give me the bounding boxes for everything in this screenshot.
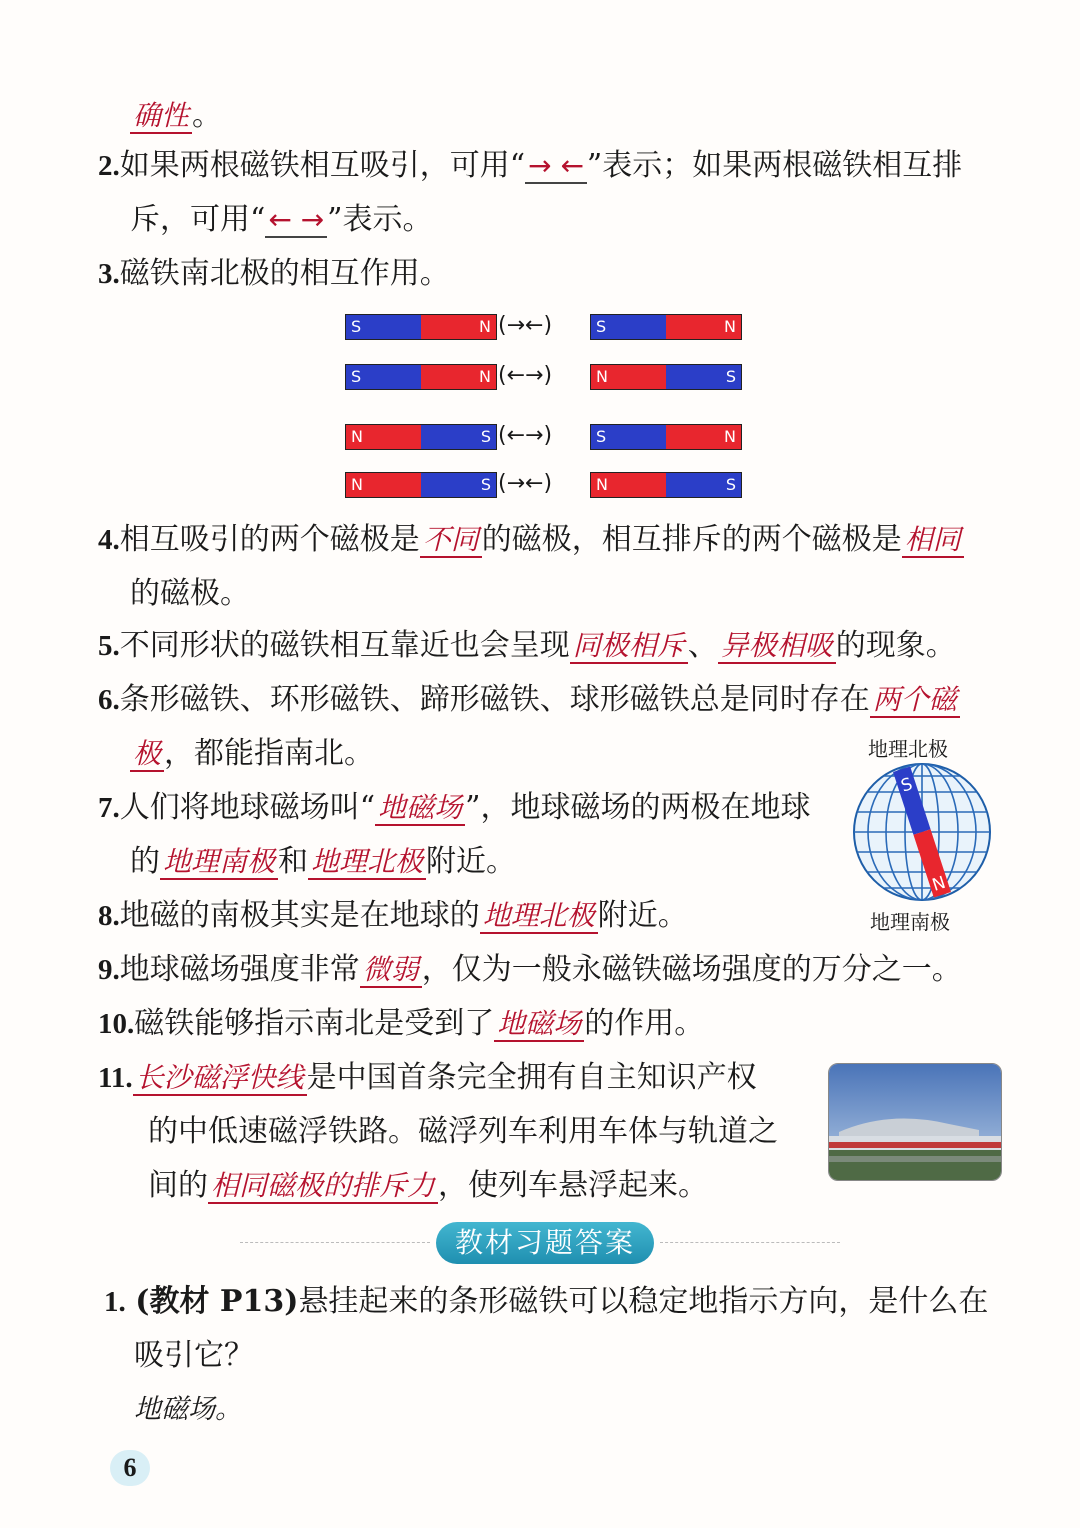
page-number: 6 [110, 1450, 150, 1486]
answer-text: 极 [130, 737, 164, 772]
answer-text: 地理南极 [160, 845, 278, 880]
interaction-arrows: (→←) [498, 313, 553, 338]
magnet-bar: N S [590, 364, 742, 390]
item-7-line-1: 7.人们将地球磁场叫“ 地磁场 ”，地球磁场的两极在地球 [98, 790, 811, 825]
geographic-south-label: 地理南极 [870, 910, 950, 934]
item-8-line: 8.地磁的南极其实是在地球的 地理北极 附近。 [98, 898, 688, 933]
item-11-line-1: 11. 长沙磁浮快线 是中国首条完全拥有自主知识产权 [98, 1060, 757, 1095]
interaction-arrows: (←→) [498, 363, 553, 388]
magnet-bar: S N [345, 314, 497, 340]
north-pole-marker: N [929, 872, 949, 896]
item-2-line-1: 2.如果两根磁铁相互吸引，可用“ → ← ”表示；如果两根磁铁相互排 [98, 148, 963, 183]
item-6-line-1: 6.条形磁铁、环形磁铁、蹄形磁铁、球形磁铁总是同时存在 两个磁 [98, 680, 960, 720]
magnet-bar: S N [590, 424, 742, 450]
item-11-line-2: 的中低速磁浮铁路。磁浮列车利用车体与轨道之 [148, 1114, 778, 1149]
geographic-north-label: 地理北极 [868, 737, 948, 761]
south-pole-marker: S [898, 774, 916, 797]
magnet-bar: S N [345, 364, 497, 390]
interaction-arrows: (←→) [498, 423, 553, 448]
answer-text: 地磁场 [375, 791, 465, 826]
answer-text: 地理北极 [480, 899, 598, 934]
answer-text: 异极相吸 [718, 629, 836, 664]
item-3-line: 3.磁铁南北极的相互作用。 [98, 256, 450, 291]
answer-text: 长沙磁浮快线 [133, 1061, 307, 1096]
answer-text: 不同 [420, 523, 482, 558]
exercise-1-line-1: 1. (教材 P13)悬挂起来的条形磁铁可以稳定地指示方向，是什么在 [104, 1284, 989, 1319]
textbook-reference: (教材 P13) [135, 1284, 299, 1319]
item-9-line: 9.地球磁场强度非常 微弱 ，仅为一般永磁铁磁场强度的万分之一。 [98, 952, 962, 987]
item-4-line-1: 4.相互吸引的两个磁极是 不同 的磁极，相互排斥的两个磁极是 相同 [98, 520, 964, 560]
repel-symbol: ← → [265, 203, 327, 238]
item-10-line: 10.磁铁能够指示南北是受到了 地磁场 的作用。 [98, 1006, 705, 1041]
answer-text: 同极相斥 [570, 629, 688, 664]
attract-symbol: → ← [525, 149, 587, 184]
answer-text: 地理北极 [308, 845, 426, 880]
answer-text: 两个磁 [870, 683, 960, 718]
item-2-line-2: 斥，可用“ ← → ”表示。 [130, 202, 433, 237]
item-11-line-3: 间的 相同磁极的排斥力 ，使列车悬浮起来。 [148, 1168, 709, 1203]
answer-text: 相同磁极的排斥力 [208, 1169, 438, 1204]
exercise-1-answer: 地磁场。 [134, 1394, 242, 1425]
answer-text: 相同 [902, 523, 964, 558]
answer-text: 地磁场 [494, 1007, 584, 1042]
magnet-bar: N S [590, 472, 742, 498]
item-7-line-2: 的 地理南极 和 地理北极 附近。 [130, 844, 517, 879]
interaction-arrows: (→←) [498, 471, 553, 496]
earth-globe-illustration [850, 760, 994, 904]
item-5-line: 5.不同形状的磁铁相互靠近也会呈现 同极相斥 、 异极相吸 的现象。 [98, 628, 956, 663]
section-banner [0, 1222, 1080, 1266]
magnet-bar: S N [590, 314, 742, 340]
item-6-line-2: 极 ，都能指南北。 [130, 734, 374, 774]
continuation-line: 确性 。 [130, 96, 222, 136]
magnet-bar: N S [345, 424, 497, 450]
item-4-line-2: 的磁极。 [130, 576, 250, 611]
exercise-1-line-2: 吸引它？ [134, 1338, 254, 1373]
answer-text: 确性 [130, 99, 192, 134]
answer-text: 微弱 [360, 953, 422, 988]
magnet-bar: N S [345, 472, 497, 498]
maglev-train-photo [828, 1063, 1002, 1181]
section-title: 教材习题答案 [436, 1222, 654, 1264]
